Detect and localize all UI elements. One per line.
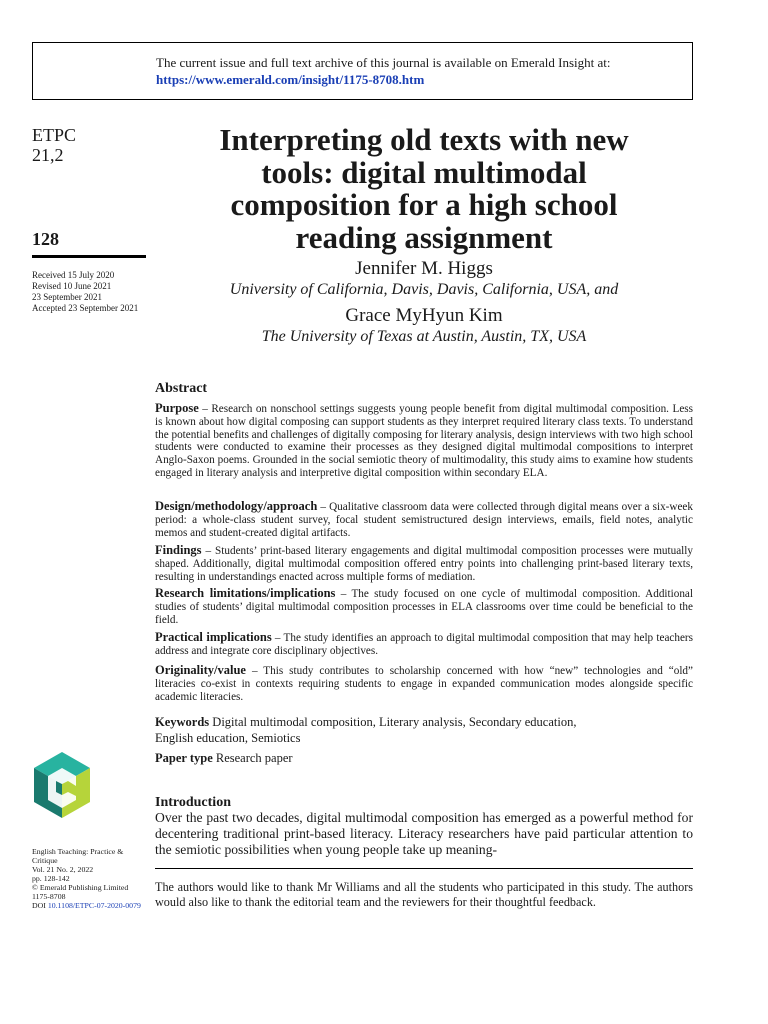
margin-divider	[32, 255, 146, 258]
journal-name-cont: Critique	[32, 856, 58, 865]
abstract-purpose	[155, 402, 693, 480]
keywords-text: Digital multimodal composition, Literary analysis, Secondary education,	[209, 715, 577, 729]
section-label: Design/methodology/approach	[155, 499, 318, 513]
acknowledgement-text: The authors would like to thank Mr Williams and all the students who participated in this study. The authors would also like to thank the editorial team and the reviewers for their thoughtful feedback.	[155, 880, 693, 909]
doi-label: DOI	[32, 901, 46, 910]
journal-access-banner	[32, 42, 693, 100]
title-line: tools: digital multimodal	[261, 154, 587, 190]
author-name: Grace MyHyun Kim	[345, 305, 503, 326]
issn: 1175-8708	[32, 892, 66, 901]
keywords	[155, 714, 693, 746]
banner-text: The current issue and full text archive of this journal is available on Emerald Insight at:	[156, 55, 611, 70]
doi	[32, 901, 141, 910]
section-label: Findings	[155, 543, 202, 557]
journal-issue: Vol. 21 No. 2, 2022	[32, 865, 94, 874]
page-range: pp. 128-142	[32, 874, 70, 883]
abstract-originality	[155, 664, 693, 703]
section-label: Practical implications	[155, 630, 272, 644]
section-text: – Students’ print-based literary engagements and digital multimodal composition processes were mutually shaped. Additionally, digital multimodal composition offered entry points into challenging print-based literary texts, resulting in understandings enacted across multiple forms of mediation.	[155, 545, 693, 583]
section-text: – The study identifies an approach to digital multimodal composition that may help teachers address and integrate core disciplinary objectives.	[155, 632, 694, 657]
keywords-label: Keywords	[155, 715, 210, 729]
journal-code: ETPC	[32, 125, 77, 145]
emerald-logo-icon	[30, 750, 94, 820]
paper-type	[155, 750, 293, 766]
section-label: Purpose	[155, 401, 199, 415]
received-date: Received 15 July 2020	[32, 270, 115, 280]
copyright: © Emerald Publishing Limited	[32, 883, 129, 892]
section-text: – Research on nonschool settings suggests young people benefit from digital multimodal composition. Less is known about how digital composing can support students as they interpret required literary class texts. To understand the potential benefits and challenges of digitally composing for literary analysis, design interviews with two high school students were conducted to examine their processes as they designed digital multimodal compositions to interpret Anglo-Saxon poems. Grounded in the social semiotic theory of multimodality, this study aims to examine how students engaged in literary analysis and interpretive digital composition within secondary ELA.	[155, 403, 693, 479]
revised-date: Revised 10 June 2021	[32, 281, 112, 291]
paper-type-label: Paper type	[155, 751, 213, 765]
journal-name: English Teaching: Practice &	[32, 847, 124, 856]
title-line: reading assignment	[295, 219, 553, 255]
accepted-date: Accepted 23 September 2021	[32, 303, 139, 313]
section-label: Research limitations/implications	[155, 586, 336, 600]
author-affiliation: The University of Texas at Austin, Austin, TX, USA	[261, 328, 587, 345]
section-text: – This study contributes to scholarship concerned with how “new” technologies and “old” literacies co-exist in contexts requiring students to engage in expanded communication modes alongside specific academic literacies.	[155, 665, 693, 703]
revised-date-2: 23 September 2021	[32, 292, 102, 302]
keywords-text: English education, Semiotics	[155, 731, 301, 745]
section-text: – Qualitative classroom data were collected through digital means over a six-week period: a whole-class student survey, focal student semistructured design interviews, emails, field notes, analytic memos and student-created digital artifacts.	[155, 501, 693, 539]
abstract-practical	[155, 631, 693, 658]
paper-type-value: Research paper	[212, 751, 293, 765]
section-text: – The study focused on one cycle of multimodal composition. Additional studies of students’ digital multimodal composition processes in ELA classrooms over time could be beneficial to the field.	[155, 588, 693, 626]
introduction-text: Over the past two decades, digital multimodal composition has emerged as a powerful method for decentering traditional print-based literacy. Literacy researchers have paid particular attention to the semiotic possibilities when young people take up meaning-	[155, 810, 693, 857]
journal-volume: 21,2	[32, 145, 64, 165]
introduction-heading: Introduction	[155, 795, 231, 810]
doi-link[interactable]: 10.1108/ETPC-07-2020-0079	[47, 901, 141, 910]
footnote-divider	[155, 868, 693, 869]
page-number: 128	[32, 229, 59, 249]
abstract-limitations	[155, 587, 693, 626]
author-name: Jennifer M. Higgs	[355, 258, 493, 279]
abstract-findings	[155, 544, 693, 583]
abstract-heading: Abstract	[155, 381, 208, 396]
author-affiliation: University of California, Davis, Davis, California, USA, and	[229, 281, 619, 298]
section-label: Originality/value	[155, 663, 246, 677]
article-title-block	[155, 124, 693, 347]
abstract-design	[155, 500, 693, 539]
journal-url-link[interactable]: https://www.emerald.com/insight/1175-8708.htm	[156, 72, 425, 87]
title-line: composition for a high school	[230, 187, 618, 222]
title-line: Interpreting old texts with new	[219, 122, 629, 157]
